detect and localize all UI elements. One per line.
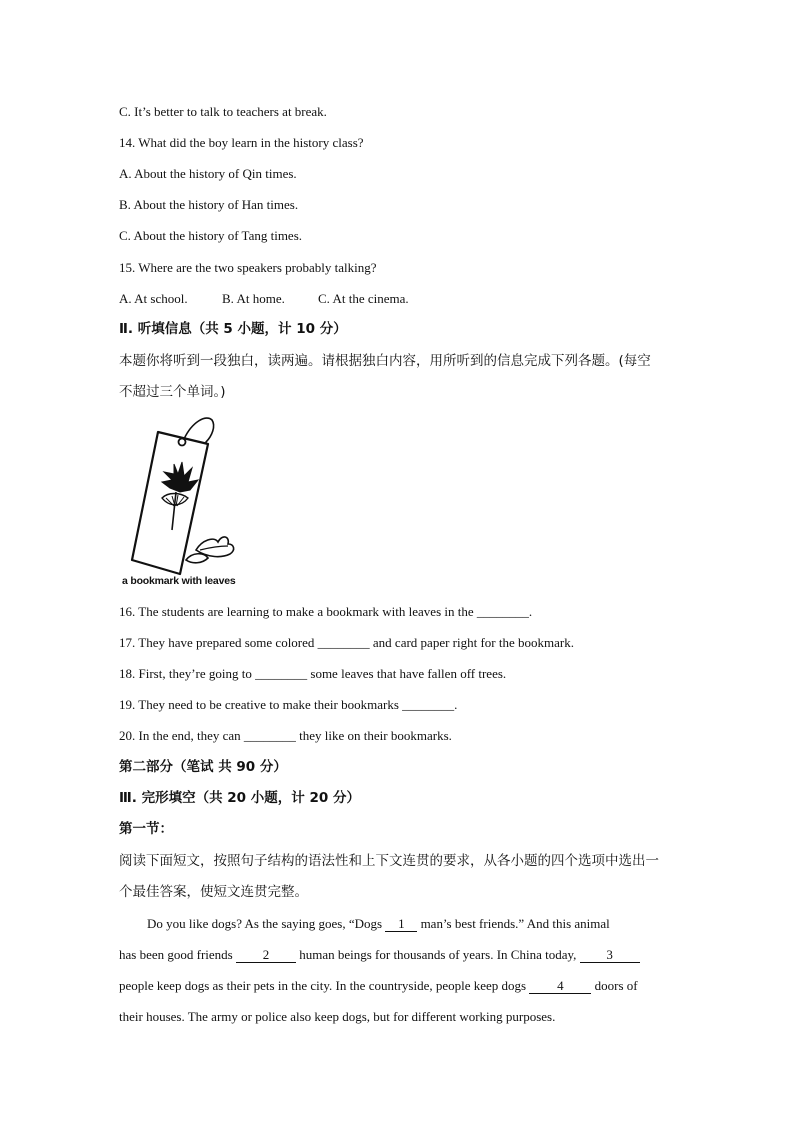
q14-question: 14. What did the boy learn in the history class?: [119, 135, 364, 150]
cloze-blank-4[interactable]: 4: [529, 979, 591, 994]
q19-line: [119, 697, 457, 713]
q16-text: 16. The students are learning to make a bookmark with leaves in the: [119, 604, 474, 619]
q18-end: some leaves that have fallen off trees.: [310, 666, 507, 681]
bookmark-illustration: [122, 412, 240, 590]
passage-line-4: their houses. The army or police also keep dogs, but for different working purposes.: [119, 1009, 556, 1024]
passage-text: doors of: [594, 978, 638, 993]
figure-caption: a bookmark with leaves: [122, 575, 236, 587]
q15-options: [119, 291, 409, 307]
q16-end: .: [528, 604, 533, 619]
q18-blank[interactable]: ________: [255, 666, 308, 681]
q15-option-b: B. At home.: [222, 291, 285, 306]
q14-option-b: B. About the history of Han times.: [119, 197, 299, 212]
q14-option-a: A. About the history of Qin times.: [119, 166, 297, 181]
q17-blank[interactable]: ________: [317, 635, 370, 650]
q16-blank[interactable]: ________: [476, 604, 529, 619]
passage-text: has been good friends: [119, 947, 233, 962]
q17-line: [119, 635, 574, 651]
passage-line-1: [147, 916, 610, 932]
q18-line: [119, 666, 506, 682]
q20-text: 20. In the end, they can: [119, 728, 241, 743]
q17-end: and card paper right for the bookmark.: [372, 635, 574, 650]
passage-text: Do you like dogs? As the saying goes, “Dogs: [147, 916, 383, 931]
cloze-blank-3[interactable]: 3: [580, 948, 640, 963]
q15-option-c: C. At the cinema.: [318, 291, 409, 306]
passage-line-3: [119, 978, 638, 994]
section3-heading: Ⅲ. 完形填空（共 20 小题，计 20 分）: [119, 790, 360, 806]
section3-instruction-line2: 个最佳答案，使短文连贯完整。: [119, 884, 308, 900]
section2-instruction-line1: 本题你将听到一段独白，读两遍。请根据独白内容，用所听到的信息完成下列各题。(每空: [119, 353, 651, 369]
q17-text: 17. They have prepared some colored: [119, 635, 315, 650]
section3-instruction-line1: 阅读下面短文，按照句子结构的语法性和上下文连贯的要求，从各小题的四个选项中选出一: [119, 853, 659, 869]
q20-end: they like on their bookmarks.: [299, 728, 452, 743]
q15-question: 15. Where are the two speakers probably talking?: [119, 260, 377, 275]
q19-blank[interactable]: ________: [402, 697, 455, 712]
q20-line: [119, 728, 452, 744]
cloze-blank-1[interactable]: 1: [385, 917, 417, 932]
q15-option-a: A. At school.: [119, 291, 188, 306]
q19-end: .: [454, 697, 458, 712]
q14-option-c: C. About the history of Tang times.: [119, 228, 303, 243]
q18-text: 18. First, they’re going to: [119, 666, 252, 681]
passage-text: man’s best friends.” And this animal: [420, 916, 610, 931]
passage-text: people keep dogs as their pets in the city. In the countryside, people keep dogs: [119, 978, 527, 993]
cloze-blank-2[interactable]: 2: [236, 948, 296, 963]
part2-heading: 第二部分（笔试 共 90 分）: [119, 759, 287, 775]
q13-option-c: C. It’s better to talk to teachers at break.: [119, 104, 327, 119]
section2-instruction-line2: 不超过三个单词。): [119, 384, 226, 400]
q20-blank[interactable]: ________: [243, 728, 296, 743]
section3-subheading: 第一节：: [119, 821, 173, 837]
passage-text: human beings for thousands of years. In China today,: [299, 947, 577, 962]
passage-line-2: [119, 947, 640, 963]
q19-text: 19. They need to be creative to make their bookmarks: [119, 697, 399, 712]
section2-heading: Ⅱ. 听填信息（共 5 小题，计 10 分）: [119, 321, 347, 337]
q16-line: [119, 604, 532, 620]
